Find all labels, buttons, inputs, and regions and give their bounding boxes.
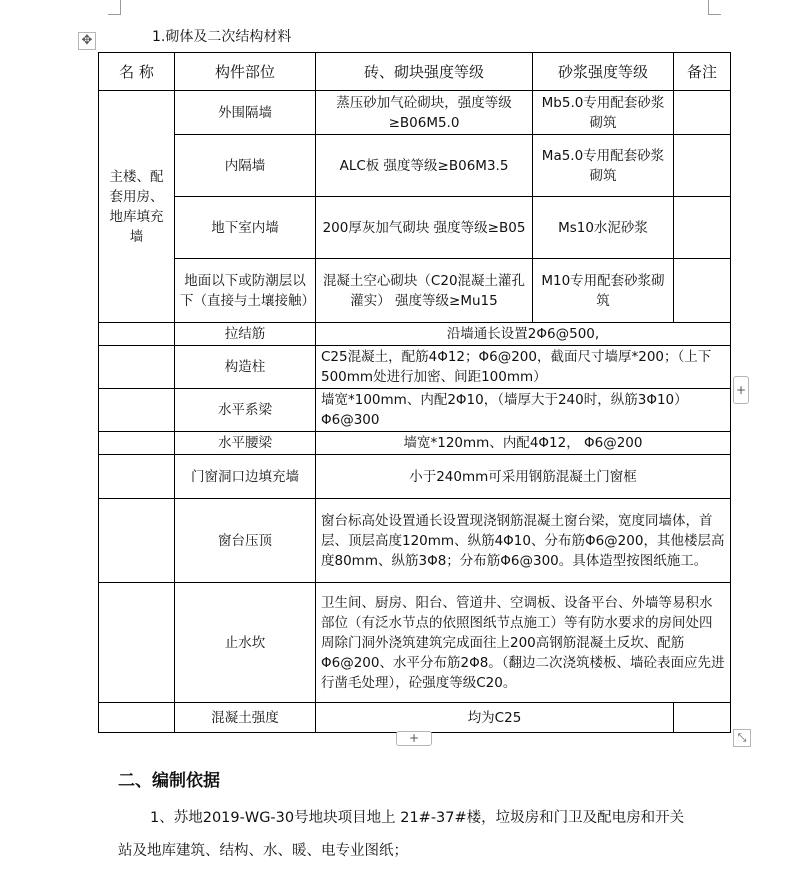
part-cell: 门窗洞口边填充墙 [175, 455, 316, 499]
table-row [99, 323, 731, 346]
header-block-strength: 砖、砌块强度等级 [316, 53, 533, 91]
body-paragraph-line-1: 1、苏地2019-WG-30号地块项目地上 21#-37#楼，垃圾房和门卫及配电房和开关 [150, 810, 685, 826]
name-cell [99, 499, 175, 583]
mortar-cell: Ma5.0专用配套砂浆砌筑 [533, 135, 674, 197]
mortar-cell: M10专用配套砂浆砌筑 [533, 259, 674, 323]
part-cell: 地下室内墙 [175, 197, 316, 259]
table-row [99, 346, 731, 389]
spec-cell: 窗台标高处设置通长设置现浇钢筋混凝土窗台梁，宽度同墙体，首层、顶层高度120mm、纵筋4Φ10、分布筋Φ6@200，其他楼层高度80mm、纵筋3Φ8；分布筋Φ6@300。具体造型按图纸施工。 [316, 499, 731, 583]
block-strength-cell: 混凝土空心砌块（C20混凝土灌孔灌实） 强度等级≥Mu15 [316, 259, 533, 323]
spec-cell: 沿墙通长设置2Φ6@500, [316, 323, 731, 346]
remark-cell [674, 703, 731, 733]
group-name-cell: 主楼、配套用房、地库填充墙 [99, 91, 175, 323]
spec-cell: 墙宽*100mm、内配2Φ10，（墙厚大于240时，纵筋3Φ10）Φ6@300 [316, 389, 731, 432]
add-row-button[interactable]: + [396, 731, 432, 746]
part-cell: 混凝土强度 [175, 703, 316, 733]
page-corner-mark-right [708, 0, 721, 15]
spec-cell: 均为C25 [316, 703, 674, 733]
header-remark: 备注 [674, 53, 731, 91]
spec-cell: 卫生间、厨房、阳台、管道井、空调板、设备平台、外墙等易积水部位（有泛水节点的依照图纸节点施工）等有防水要求的房间处四周除门洞外浇筑建筑完成面往上200高钢筋混凝土反坎、配筋Φ6@200、水平分布筋2Φ8。（翻边二次浇筑楼板、墙砼表面应先进行凿毛处理），砼强度等级C20。 [316, 583, 731, 703]
mortar-cell: Mb5.0专用配套砂浆砌筑 [533, 91, 674, 135]
table-caption: 1.砌体及二次结构材料 [152, 29, 292, 45]
spec-cell: 墙宽*120mm、内配4Φ12， Φ6@200 [316, 432, 731, 455]
table-header-row [99, 53, 731, 91]
name-cell [99, 455, 175, 499]
table-row [99, 259, 731, 323]
table-resize-handle-icon[interactable]: ⤡ [733, 729, 751, 747]
part-cell: 窗台压顶 [175, 499, 316, 583]
page-corner-mark-left [108, 0, 121, 15]
body-paragraph-line-2: 站及地库建筑、结构、水、暖、电专业图纸； [118, 843, 408, 859]
part-cell: 水平腰梁 [175, 432, 316, 455]
header-name: 名 称 [99, 53, 175, 91]
table-row [99, 432, 731, 455]
mortar-cell: Ms10水泥砂浆 [533, 197, 674, 259]
section-heading: 二、编制依据 [118, 771, 220, 791]
table-move-handle-icon[interactable]: ✥ [78, 32, 96, 50]
block-strength-cell: ALC板 强度等级≥B06M3.5 [316, 135, 533, 197]
header-mortar-strength: 砂浆强度等级 [533, 53, 674, 91]
table-row [99, 91, 731, 135]
part-cell: 水平系梁 [175, 389, 316, 432]
name-cell [99, 432, 175, 455]
add-column-button[interactable]: + [733, 376, 749, 404]
part-cell: 地面以下或防潮层以下（直接与土壤接触） [175, 259, 316, 323]
remark-cell [674, 135, 731, 197]
table-row [99, 583, 731, 703]
part-cell: 构造柱 [175, 346, 316, 389]
name-cell [99, 323, 175, 346]
name-cell [99, 583, 175, 703]
name-cell [99, 389, 175, 432]
remark-cell [674, 91, 731, 135]
name-cell [99, 703, 175, 733]
materials-table [98, 52, 731, 733]
remark-cell [674, 259, 731, 323]
part-cell: 拉结筋 [175, 323, 316, 346]
header-part: 构件部位 [175, 53, 316, 91]
table-row [99, 499, 731, 583]
name-cell [99, 346, 175, 389]
table-row [99, 389, 731, 432]
table-row [99, 197, 731, 259]
part-cell: 外围隔墙 [175, 91, 316, 135]
table-row [99, 135, 731, 197]
part-cell: 止水坎 [175, 583, 316, 703]
block-strength-cell: 200厚灰加气砌块 强度等级≥B05 [316, 197, 533, 259]
table-row [99, 455, 731, 499]
remark-cell [674, 197, 731, 259]
part-cell: 内隔墙 [175, 135, 316, 197]
spec-cell: C25混凝土，配筋4Φ12；Φ6@200，截面尺寸墙厚*200；（上下500mm处进行加密、间距100mm） [316, 346, 731, 389]
block-strength-cell: 蒸压砂加气砼砌块，强度等级≥B06M5.0 [316, 91, 533, 135]
table-row [99, 703, 731, 733]
spec-cell: 小于240mm可采用钢筋混凝土门窗框 [316, 455, 731, 499]
